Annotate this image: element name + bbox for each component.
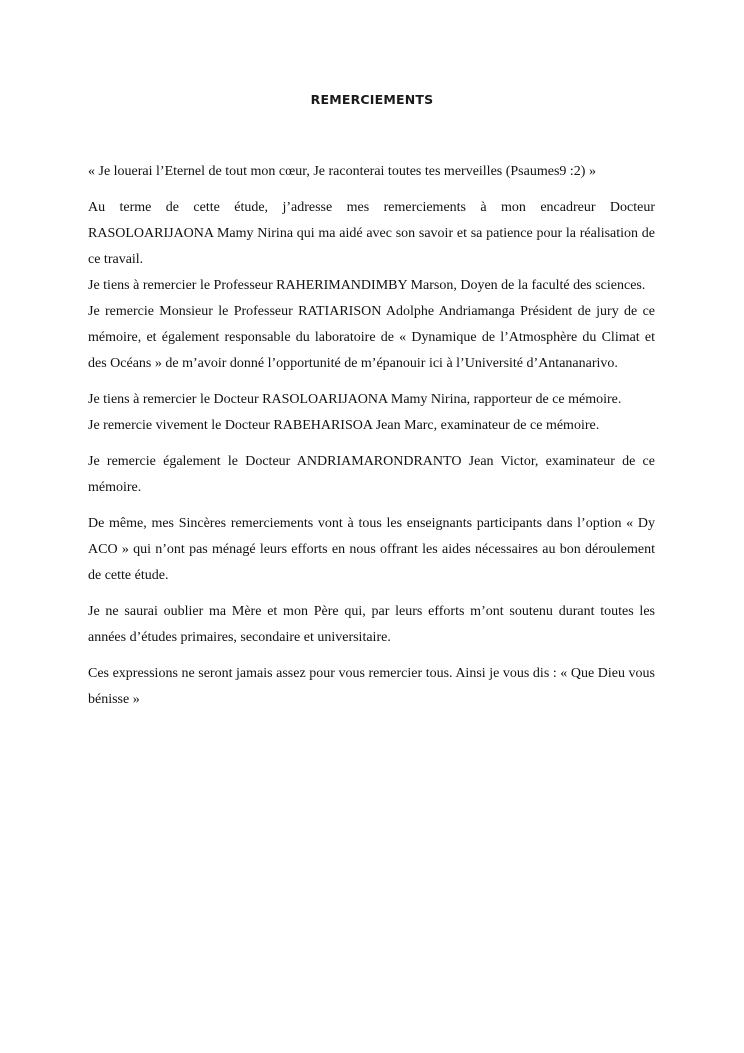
paragraph-examiner-2: Je remercie également le Docteur ANDRIAMARONDRANTO Jean Victor, examinateur de ce mémoire. bbox=[88, 454, 655, 495]
paragraph-parents: Je ne saurai oublier ma Mère et mon Père qui, par leurs efforts m’ont soutenu durant toutes les années d’études primaires, secondaire et universitaire. bbox=[88, 604, 655, 645]
paragraph-spacer bbox=[88, 501, 655, 511]
paragraph-spacer bbox=[88, 377, 655, 387]
paragraph-dean: Je tiens à remercier le Professeur RAHERIMANDIMBY Marson, Doyen de la faculté des sciences. bbox=[88, 278, 646, 293]
paragraph-supervisor: Au terme de cette étude, j’adresse mes remerciements à mon encadreur Docteur RASOLOARIJAONA Mamy Nirina qui ma aidé avec son savoir et sa patience pour la réalisation de ce travail. bbox=[88, 200, 655, 267]
paragraph-spacer bbox=[88, 185, 655, 195]
paragraph-spacer bbox=[88, 651, 655, 661]
paragraph-spacer bbox=[88, 439, 655, 449]
paragraph-teachers: De même, mes Sincères remerciements vont à tous les enseignants participants dans l’option « Dy ACO » qui n’ont pas ménagé leurs efforts en nous offrant les aides nécessaires au bon déroulement de cette étude. bbox=[88, 516, 655, 583]
paragraph-rapporteur: Je tiens à remercier le Docteur RASOLOARIJAONA Mamy Nirina, rapporteur de ce mémoire. bbox=[88, 392, 622, 407]
page-title: REMERCIEMENTS bbox=[310, 92, 434, 107]
paragraph-epigraph: « Je louerai l’Eternel de tout mon cœur, Je raconterai toutes tes merveilles (Psaumes9 :2) » bbox=[88, 164, 596, 179]
paragraph-examiner-1: Je remercie vivement le Docteur RABEHARISOA Jean Marc, examinateur de ce mémoire. bbox=[88, 418, 600, 433]
paragraph-spacer bbox=[88, 589, 655, 599]
acknowledgements-body bbox=[88, 159, 655, 713]
paragraph-jury-president: Je remercie Monsieur le Professeur RATIARISON Adolphe Andriamanga Président de jury de ce mémoire, et également responsable du laboratoire de « Dynamique de l’Atmosphère du Climat et des Océans » de m’avoir donné l’opportunité de m’épanouir ici à l’Université d’Antananarivo. bbox=[88, 304, 655, 371]
paragraph-closing: Ces expressions ne seront jamais assez pour vous remercier tous. Ainsi je vous dis : « Que Dieu vous bénisse » bbox=[88, 666, 655, 707]
